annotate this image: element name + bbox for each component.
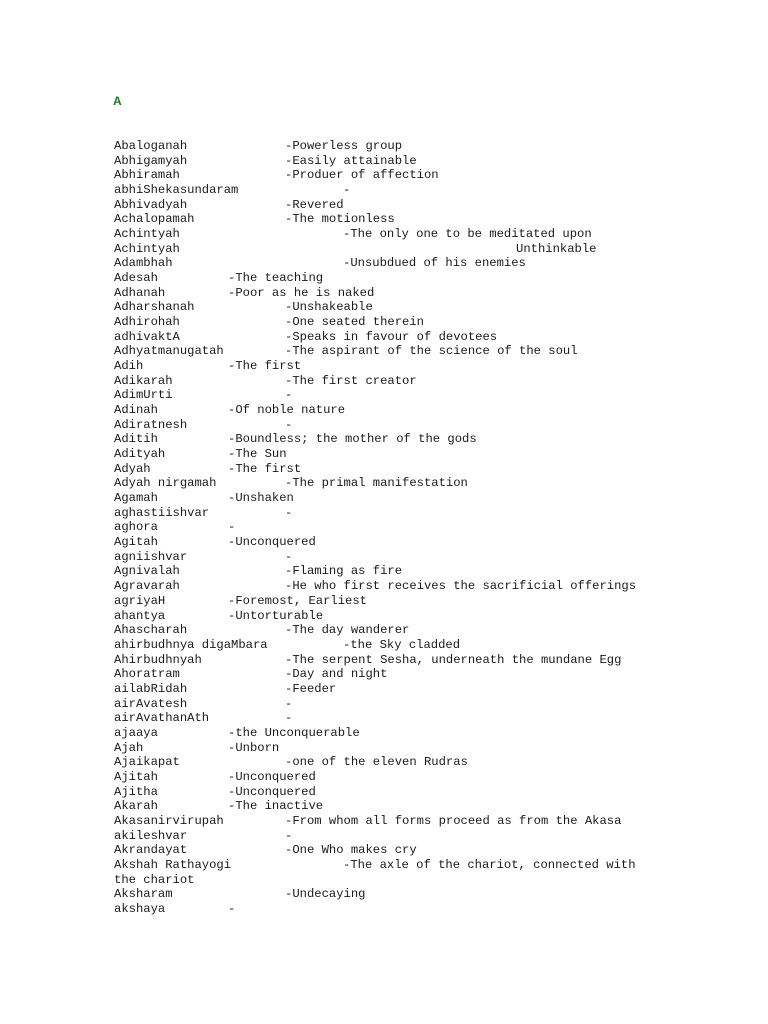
entry-term: Ajitha bbox=[114, 784, 158, 799]
entry-term: the chariot bbox=[114, 872, 195, 887]
entry-term: ahantya bbox=[114, 608, 166, 623]
entry-meaning: - bbox=[228, 901, 236, 916]
entry-term: Ahascharah bbox=[114, 623, 188, 638]
entry-term: agriyaH bbox=[114, 593, 166, 608]
entry-meaning: -one of the eleven Rudras bbox=[285, 755, 468, 770]
glossary-entry bbox=[114, 447, 754, 462]
entry-meaning: -Undecaying bbox=[285, 887, 366, 902]
glossary-entry bbox=[114, 359, 754, 374]
entry-meaning: -Unshakeable bbox=[285, 300, 373, 315]
glossary-entry bbox=[114, 242, 754, 257]
entry-meaning: -Poor as he is naked bbox=[228, 285, 375, 300]
entry-term: Ahirbudhnyah bbox=[114, 652, 202, 667]
entry-term: Achintyah bbox=[114, 227, 180, 242]
entry-term: Agitah bbox=[114, 535, 158, 550]
glossary-entry bbox=[114, 183, 754, 198]
entry-term: Akasanirvirupah bbox=[114, 813, 224, 828]
entry-term: Ajah bbox=[114, 740, 144, 755]
entry-term: Adityah bbox=[114, 447, 166, 462]
glossary-entry bbox=[114, 755, 754, 770]
entry-meaning: -He who first receives the sacrificial offerings bbox=[285, 579, 637, 594]
entry-term: ahirbudhnya digaMbara bbox=[114, 637, 268, 652]
entry-term: Aksharam bbox=[114, 887, 173, 902]
entry-meaning: -The first creator bbox=[285, 373, 417, 388]
entry-term: adhivaktA bbox=[114, 329, 180, 344]
entry-term: Agamah bbox=[114, 491, 158, 506]
entry-meaning: -Unconquered bbox=[228, 769, 316, 784]
entry-term: Adhyatmanugatah bbox=[114, 344, 224, 359]
entry-term: aghora bbox=[114, 520, 158, 535]
glossary-entry bbox=[114, 785, 754, 800]
entry-term: akileshvar bbox=[114, 828, 188, 843]
glossary-entry bbox=[114, 843, 754, 858]
entry-term: Abhigamyah bbox=[114, 153, 188, 168]
entry-term: akshaya bbox=[114, 901, 166, 916]
glossary-entry bbox=[114, 623, 754, 638]
entry-meaning: -Untorturable bbox=[228, 608, 324, 623]
entry-meaning: -One Who makes cry bbox=[285, 843, 417, 858]
glossary-entry bbox=[114, 491, 754, 506]
entry-meaning: - bbox=[343, 183, 351, 198]
glossary-entry bbox=[114, 198, 754, 213]
entry-meaning: -the Sky cladded bbox=[343, 637, 461, 652]
entry-term: Adambhah bbox=[114, 256, 173, 271]
entry-meaning: - bbox=[228, 520, 236, 535]
glossary-entry bbox=[114, 506, 754, 521]
entry-meaning: -The aspirant of the science of the soul bbox=[285, 344, 578, 359]
section-heading: A bbox=[113, 94, 122, 108]
glossary-entry bbox=[114, 579, 754, 594]
entry-meaning: -The primal manifestation bbox=[285, 476, 468, 491]
entry-meaning: -Day and night bbox=[285, 667, 388, 682]
glossary-entry bbox=[114, 520, 754, 535]
entry-term: ailabRidah bbox=[114, 681, 188, 696]
entry-term: Abhivadyah bbox=[114, 197, 188, 212]
glossary-entry bbox=[114, 814, 754, 829]
entry-term: airAvatesh bbox=[114, 696, 188, 711]
entry-meaning: - bbox=[285, 549, 293, 564]
entry-meaning: - bbox=[285, 828, 293, 843]
entry-meaning: -Unsubdued of his enemies bbox=[343, 256, 526, 271]
glossary-entry bbox=[114, 418, 754, 433]
glossary-entry bbox=[114, 212, 754, 227]
entry-term: Adhirohah bbox=[114, 315, 180, 330]
entry-term: Akshah Rathayogi bbox=[114, 857, 232, 872]
entry-meaning: -One seated therein bbox=[285, 315, 424, 330]
entry-meaning: -The day wanderer bbox=[285, 623, 410, 638]
entry-meaning: -The axle of the chariot, connected with bbox=[343, 857, 636, 872]
entry-term: Akrandayat bbox=[114, 843, 188, 858]
glossary-entry bbox=[114, 609, 754, 624]
entry-meaning: -Revered bbox=[285, 197, 344, 212]
entry-meaning: - bbox=[285, 417, 293, 432]
glossary-entry bbox=[114, 256, 754, 271]
entry-meaning: -Unshaken bbox=[228, 491, 294, 506]
glossary-entry bbox=[114, 286, 754, 301]
glossary-entry bbox=[114, 154, 754, 169]
glossary-entry bbox=[114, 388, 754, 403]
entry-meaning: Unthinkable bbox=[516, 241, 597, 256]
entry-meaning: -The Sun bbox=[228, 447, 287, 462]
glossary-entry bbox=[114, 829, 754, 844]
entry-term: Adih bbox=[114, 359, 144, 374]
glossary-entry bbox=[114, 667, 754, 682]
entry-meaning: - bbox=[285, 388, 293, 403]
glossary-entry bbox=[114, 550, 754, 565]
entry-term: Abhiramah bbox=[114, 168, 180, 183]
entry-meaning: -Produer of affection bbox=[285, 168, 439, 183]
entry-meaning: -Feeder bbox=[285, 681, 337, 696]
entry-term: ajaaya bbox=[114, 725, 158, 740]
glossary-entry bbox=[114, 403, 754, 418]
entry-term: Ajaikapat bbox=[114, 755, 180, 770]
entry-term: Ajitah bbox=[114, 769, 158, 784]
entry-meaning: -Foremost, Earliest bbox=[228, 593, 367, 608]
entry-meaning: -the Unconquerable bbox=[228, 725, 360, 740]
entry-meaning: -Flaming as fire bbox=[285, 564, 403, 579]
entry-term: aghastiishvar bbox=[114, 505, 210, 520]
entry-meaning: -The teaching bbox=[228, 271, 324, 286]
glossary-entry bbox=[114, 432, 754, 447]
entry-meaning: - bbox=[285, 696, 293, 711]
entry-term: airAvathanAth bbox=[114, 711, 210, 726]
glossary-entry bbox=[114, 697, 754, 712]
entry-term: agniishvar bbox=[114, 549, 188, 564]
entry-meaning: -Unborn bbox=[228, 740, 280, 755]
entry-meaning: -The inactive bbox=[228, 799, 324, 814]
glossary-entry bbox=[114, 535, 754, 550]
glossary-entry bbox=[114, 858, 754, 873]
entry-meaning: - bbox=[285, 711, 293, 726]
glossary-entry bbox=[114, 594, 754, 609]
glossary-entry bbox=[114, 462, 754, 477]
entry-term: Akarah bbox=[114, 799, 158, 814]
glossary-entry bbox=[114, 344, 754, 359]
glossary-entry bbox=[114, 887, 754, 902]
glossary-entry bbox=[114, 374, 754, 389]
entry-term: Adyah bbox=[114, 461, 151, 476]
entry-term: Adiratnesh bbox=[114, 417, 188, 432]
glossary-entry bbox=[114, 315, 754, 330]
glossary-entry bbox=[114, 564, 754, 579]
entry-term: Agravarah bbox=[114, 579, 180, 594]
entry-meaning: - bbox=[285, 505, 293, 520]
glossary-entry bbox=[114, 741, 754, 756]
glossary-entry bbox=[114, 653, 754, 668]
entry-term: Adikarah bbox=[114, 373, 173, 388]
entry-term: Adhanah bbox=[114, 285, 166, 300]
entry-term: Abaloganah bbox=[114, 139, 188, 153]
entry-term: AdimUrti bbox=[114, 388, 173, 403]
glossary-entry bbox=[114, 682, 754, 697]
entry-term: Agnivalah bbox=[114, 564, 180, 579]
glossary-entry bbox=[114, 139, 754, 154]
entry-meaning: -The first bbox=[228, 359, 302, 374]
entry-term: Ahoratram bbox=[114, 667, 180, 682]
entry-meaning: -The first bbox=[228, 461, 302, 476]
entry-meaning: -The motionless bbox=[285, 212, 395, 227]
entry-term: Achalopamah bbox=[114, 212, 195, 227]
entry-term: Adinah bbox=[114, 403, 158, 418]
entry-meaning: -The only one to be meditated upon bbox=[343, 227, 592, 242]
glossary-entry bbox=[114, 476, 754, 491]
entry-meaning: -Speaks in favour of devotees bbox=[285, 329, 498, 344]
glossary-entry bbox=[114, 726, 754, 741]
entry-meaning: -Powerless group bbox=[285, 139, 403, 153]
glossary-entry bbox=[114, 271, 754, 286]
entry-meaning: -From whom all forms proceed as from the Akasa bbox=[285, 813, 622, 828]
entry-term: Achintyah bbox=[114, 241, 180, 256]
entry-term: Adesah bbox=[114, 271, 158, 286]
glossary-entry bbox=[114, 770, 754, 785]
glossary-entry bbox=[114, 873, 754, 888]
glossary-entry bbox=[114, 638, 754, 653]
entry-meaning: -The serpent Sesha, underneath the mundane Egg bbox=[285, 652, 622, 667]
entry-meaning: -Unconquered bbox=[228, 535, 316, 550]
entry-term: Adharshanah bbox=[114, 300, 195, 315]
entry-meaning: -Unconquered bbox=[228, 784, 316, 799]
glossary-entry bbox=[114, 799, 754, 814]
entry-term: Aditih bbox=[114, 432, 158, 447]
glossary-entry bbox=[114, 300, 754, 315]
glossary-entry bbox=[114, 711, 754, 726]
entry-term: Adyah nirgamah bbox=[114, 476, 217, 491]
entry-meaning: -Boundless; the mother of the gods bbox=[228, 432, 477, 447]
glossary-entry bbox=[114, 902, 754, 917]
glossary-entry bbox=[114, 168, 754, 183]
entry-meaning: -Of noble nature bbox=[228, 403, 346, 418]
glossary-entry bbox=[114, 227, 754, 242]
entry-term: abhiShekasundaram bbox=[114, 183, 239, 198]
glossary-entry bbox=[114, 330, 754, 345]
glossary-list bbox=[114, 139, 754, 917]
entry-meaning: -Easily attainable bbox=[285, 153, 417, 168]
